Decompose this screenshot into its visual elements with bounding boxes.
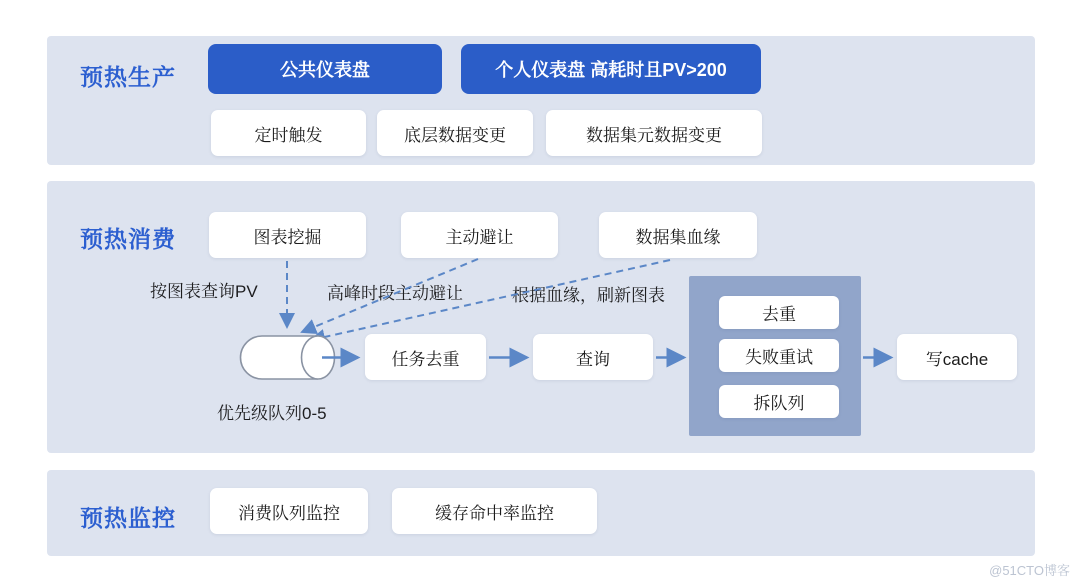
edge-label-query-pv: 按图表查询PV [150, 282, 258, 301]
node-personal-dashboard: 个人仪表盘 高耗时且PV>200 [461, 44, 761, 94]
node-dedup: 去重 [719, 296, 839, 329]
node-split-queue: 拆队列 [719, 385, 839, 418]
node-cache-hit-rate-monitor: 缓存命中率监控 [392, 488, 597, 534]
section-consumption-label: 预热消费 [80, 226, 176, 252]
node-query: 查询 [533, 334, 653, 380]
watermark: @51CTO博客 [989, 563, 1070, 578]
node-dataset-lineage: 数据集血缘 [599, 212, 757, 258]
node-write-cache: 写cache [897, 334, 1017, 380]
section-monitoring-label: 预热监控 [80, 505, 176, 531]
queue-label: 优先级队列0-5 [217, 404, 327, 423]
node-chart-mining: 图表挖掘 [209, 212, 366, 258]
node-dataset-metadata-change: 数据集元数据变更 [546, 110, 762, 156]
section-production-label: 预热生产 [80, 64, 176, 90]
node-task-dedup: 任务去重 [365, 334, 486, 380]
node-consumer-queue-monitor: 消费队列监控 [210, 488, 368, 534]
edge-label-lineage-refresh: 根据血缘，刷新图表 [512, 286, 665, 305]
node-retry-on-failure: 失败重试 [719, 339, 839, 372]
node-underlying-data-change: 底层数据变更 [377, 110, 533, 156]
node-timed-trigger: 定时触发 [211, 110, 366, 156]
node-active-avoidance: 主动避让 [401, 212, 558, 258]
node-public-dashboard: 公共仪表盘 [208, 44, 442, 94]
edge-label-peak-avoidance: 高峰时段主动避让 [327, 284, 463, 303]
